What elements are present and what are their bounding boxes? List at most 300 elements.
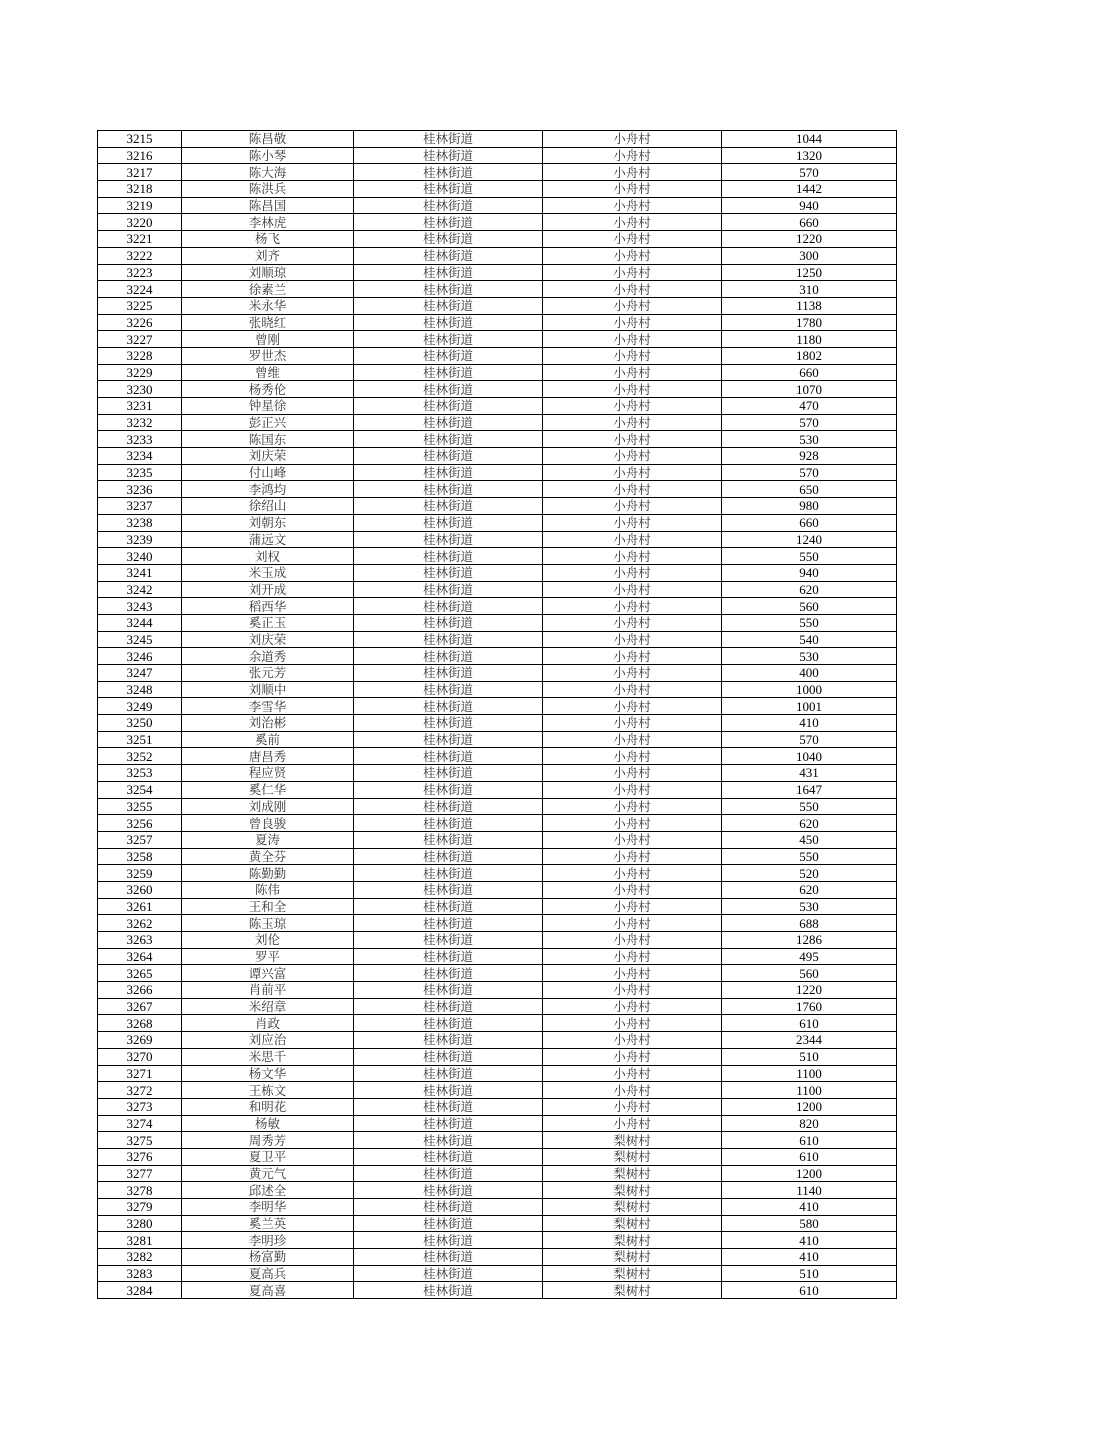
table-row [98, 781, 897, 798]
table-row [98, 915, 897, 932]
village-cell: 梨树村 [543, 1165, 722, 1182]
table-row [98, 581, 897, 598]
row-number-cell: 3281 [98, 1232, 182, 1249]
name-cell: 刘成刚 [182, 798, 354, 815]
amount-cell: 410 [722, 1232, 897, 1249]
name-cell: 陈勤勤 [182, 865, 354, 882]
name-cell: 李林虎 [182, 214, 354, 231]
street-cell: 桂林街道 [354, 948, 543, 965]
village-cell: 梨树村 [543, 1249, 722, 1266]
table-row [98, 164, 897, 181]
street-cell: 桂林街道 [354, 748, 543, 765]
row-number-cell: 3216 [98, 147, 182, 164]
table-row [98, 381, 897, 398]
row-number-cell: 3259 [98, 865, 182, 882]
table-row [98, 1015, 897, 1032]
amount-cell: 470 [722, 398, 897, 415]
name-cell: 刘权 [182, 548, 354, 565]
amount-cell: 660 [722, 514, 897, 531]
table-row [98, 398, 897, 415]
village-cell: 小舟村 [543, 214, 722, 231]
amount-cell: 410 [722, 1249, 897, 1266]
name-cell: 刘庆荣 [182, 631, 354, 648]
amount-cell: 1100 [722, 1065, 897, 1082]
street-cell: 桂林街道 [354, 197, 543, 214]
name-cell: 陈昌国 [182, 197, 354, 214]
amount-cell: 1138 [722, 297, 897, 314]
street-cell: 桂林街道 [354, 131, 543, 148]
amount-cell: 620 [722, 881, 897, 898]
table-row [98, 281, 897, 298]
street-cell: 桂林街道 [354, 665, 543, 682]
table-row [98, 564, 897, 581]
name-cell: 刘齐 [182, 247, 354, 264]
row-number-cell: 3247 [98, 665, 182, 682]
table-row [98, 1048, 897, 1065]
row-number-cell: 3215 [98, 131, 182, 148]
row-number-cell: 3284 [98, 1282, 182, 1299]
street-cell: 桂林街道 [354, 414, 543, 431]
street-cell: 桂林街道 [354, 1282, 543, 1299]
table-row [98, 1132, 897, 1149]
street-cell: 桂林街道 [354, 1165, 543, 1182]
village-cell: 小舟村 [543, 815, 722, 832]
village-cell: 小舟村 [543, 464, 722, 481]
table-row [98, 1165, 897, 1182]
row-number-cell: 3233 [98, 431, 182, 448]
name-cell: 刘治彬 [182, 715, 354, 732]
name-cell: 张晓红 [182, 314, 354, 331]
street-cell: 桂林街道 [354, 681, 543, 698]
village-cell: 梨树村 [543, 1148, 722, 1165]
name-cell: 刘庆荣 [182, 448, 354, 465]
table-row [98, 848, 897, 865]
amount-cell: 550 [722, 548, 897, 565]
name-cell: 罗平 [182, 948, 354, 965]
row-number-cell: 3238 [98, 514, 182, 531]
village-cell: 梨树村 [543, 1199, 722, 1216]
table-row [98, 231, 897, 248]
name-cell: 刘开成 [182, 581, 354, 598]
table-row [98, 498, 897, 515]
amount-cell: 610 [722, 1015, 897, 1032]
row-number-cell: 3231 [98, 398, 182, 415]
village-cell: 小舟村 [543, 898, 722, 915]
village-cell: 梨树村 [543, 1282, 722, 1299]
village-cell: 小舟村 [543, 231, 722, 248]
table-row [98, 331, 897, 348]
row-number-cell: 3277 [98, 1165, 182, 1182]
amount-cell: 1780 [722, 314, 897, 331]
row-number-cell: 3226 [98, 314, 182, 331]
street-cell: 桂林街道 [354, 1182, 543, 1199]
name-cell: 奚仁华 [182, 781, 354, 798]
amount-cell: 550 [722, 848, 897, 865]
table-row [98, 831, 897, 848]
table-row [98, 1199, 897, 1216]
village-cell: 小舟村 [543, 264, 722, 281]
row-number-cell: 3266 [98, 982, 182, 999]
street-cell: 桂林街道 [354, 564, 543, 581]
amount-cell: 550 [722, 614, 897, 631]
amount-cell: 1180 [722, 331, 897, 348]
row-number-cell: 3228 [98, 347, 182, 364]
village-cell: 小舟村 [543, 531, 722, 548]
table-row [98, 1115, 897, 1132]
row-number-cell: 3265 [98, 965, 182, 982]
village-cell: 梨树村 [543, 1232, 722, 1249]
row-number-cell: 3264 [98, 948, 182, 965]
amount-cell: 940 [722, 564, 897, 581]
row-number-cell: 3229 [98, 364, 182, 381]
amount-cell: 1802 [722, 347, 897, 364]
table-row [98, 965, 897, 982]
street-cell: 桂林街道 [354, 314, 543, 331]
table-row [98, 514, 897, 531]
amount-cell: 400 [722, 665, 897, 682]
name-cell: 稻西华 [182, 598, 354, 615]
village-cell: 小舟村 [543, 431, 722, 448]
street-cell: 桂林街道 [354, 1249, 543, 1266]
row-number-cell: 3275 [98, 1132, 182, 1149]
row-number-cell: 3255 [98, 798, 182, 815]
amount-cell: 300 [722, 247, 897, 264]
street-cell: 桂林街道 [354, 698, 543, 715]
row-number-cell: 3270 [98, 1048, 182, 1065]
village-cell: 小舟村 [543, 448, 722, 465]
table-row [98, 1182, 897, 1199]
amount-cell: 1044 [722, 131, 897, 148]
table-row [98, 798, 897, 815]
amount-cell: 1220 [722, 982, 897, 999]
table-row [98, 648, 897, 665]
row-number-cell: 3269 [98, 1032, 182, 1049]
name-cell: 罗世杰 [182, 347, 354, 364]
street-cell: 桂林街道 [354, 965, 543, 982]
street-cell: 桂林街道 [354, 915, 543, 932]
row-number-cell: 3239 [98, 531, 182, 548]
name-cell: 徐绍山 [182, 498, 354, 515]
table-row [98, 347, 897, 364]
name-cell: 邱述全 [182, 1182, 354, 1199]
amount-cell: 620 [722, 815, 897, 832]
village-cell: 小舟村 [543, 881, 722, 898]
street-cell: 桂林街道 [354, 1148, 543, 1165]
table-row [98, 748, 897, 765]
street-cell: 桂林街道 [354, 765, 543, 782]
street-cell: 桂林街道 [354, 548, 543, 565]
row-number-cell: 3245 [98, 631, 182, 648]
table-row [98, 1098, 897, 1115]
row-number-cell: 3268 [98, 1015, 182, 1032]
amount-cell: 610 [722, 1148, 897, 1165]
table-row [98, 131, 897, 148]
village-cell: 小舟村 [543, 548, 722, 565]
amount-cell: 1200 [722, 1165, 897, 1182]
village-cell: 小舟村 [543, 798, 722, 815]
name-cell: 陈大海 [182, 164, 354, 181]
name-cell: 夏涛 [182, 831, 354, 848]
row-number-cell: 3282 [98, 1249, 182, 1266]
village-cell: 小舟村 [543, 614, 722, 631]
village-cell: 小舟村 [543, 481, 722, 498]
table-row [98, 214, 897, 231]
row-number-cell: 3248 [98, 681, 182, 698]
amount-cell: 570 [722, 414, 897, 431]
name-cell: 夏高兵 [182, 1265, 354, 1282]
table-row [98, 448, 897, 465]
row-number-cell: 3262 [98, 915, 182, 932]
amount-cell: 431 [722, 765, 897, 782]
amount-cell: 610 [722, 1132, 897, 1149]
table-row [98, 531, 897, 548]
table-row [98, 431, 897, 448]
street-cell: 桂林街道 [354, 1132, 543, 1149]
village-cell: 小舟村 [543, 698, 722, 715]
village-cell: 小舟村 [543, 965, 722, 982]
village-cell: 梨树村 [543, 1182, 722, 1199]
table-row [98, 314, 897, 331]
amount-cell: 310 [722, 281, 897, 298]
amount-cell: 980 [722, 498, 897, 515]
village-cell: 小舟村 [543, 581, 722, 598]
table-row [98, 598, 897, 615]
street-cell: 桂林街道 [354, 498, 543, 515]
village-cell: 小舟村 [543, 865, 722, 882]
amount-cell: 660 [722, 214, 897, 231]
name-cell: 谭兴富 [182, 965, 354, 982]
amount-cell: 510 [722, 1265, 897, 1282]
row-number-cell: 3220 [98, 214, 182, 231]
name-cell: 奚前 [182, 731, 354, 748]
village-cell: 小舟村 [543, 331, 722, 348]
row-number-cell: 3218 [98, 181, 182, 198]
name-cell: 陈洪兵 [182, 181, 354, 198]
street-cell: 桂林街道 [354, 1048, 543, 1065]
village-cell: 小舟村 [543, 715, 722, 732]
village-cell: 小舟村 [543, 681, 722, 698]
street-cell: 桂林街道 [354, 398, 543, 415]
table-row [98, 264, 897, 281]
row-number-cell: 3283 [98, 1265, 182, 1282]
table-row [98, 1032, 897, 1049]
table-row [98, 147, 897, 164]
village-cell: 小舟村 [543, 1082, 722, 1099]
village-cell: 小舟村 [543, 915, 722, 932]
table-row [98, 998, 897, 1015]
amount-cell: 530 [722, 648, 897, 665]
village-cell: 小舟村 [543, 731, 722, 748]
street-cell: 桂林街道 [354, 1032, 543, 1049]
row-number-cell: 3254 [98, 781, 182, 798]
row-number-cell: 3230 [98, 381, 182, 398]
name-cell: 张元芳 [182, 665, 354, 682]
amount-cell: 928 [722, 448, 897, 465]
street-cell: 桂林街道 [354, 1082, 543, 1099]
row-number-cell: 3217 [98, 164, 182, 181]
village-cell: 小舟村 [543, 998, 722, 1015]
street-cell: 桂林街道 [354, 514, 543, 531]
amount-cell: 1442 [722, 181, 897, 198]
village-cell: 小舟村 [543, 181, 722, 198]
row-number-cell: 3224 [98, 281, 182, 298]
amount-cell: 410 [722, 1199, 897, 1216]
row-number-cell: 3249 [98, 698, 182, 715]
name-cell: 蒲远文 [182, 531, 354, 548]
street-cell: 桂林街道 [354, 1015, 543, 1032]
table-row [98, 464, 897, 481]
street-cell: 桂林街道 [354, 631, 543, 648]
name-cell: 和明花 [182, 1098, 354, 1115]
street-cell: 桂林街道 [354, 932, 543, 949]
village-cell: 小舟村 [543, 281, 722, 298]
name-cell: 杨敏 [182, 1115, 354, 1132]
amount-cell: 530 [722, 431, 897, 448]
name-cell: 李明珍 [182, 1232, 354, 1249]
table-row [98, 698, 897, 715]
name-cell: 刘应治 [182, 1032, 354, 1049]
row-number-cell: 3258 [98, 848, 182, 865]
amount-cell: 650 [722, 481, 897, 498]
amount-cell: 660 [722, 364, 897, 381]
table-row [98, 197, 897, 214]
street-cell: 桂林街道 [354, 1232, 543, 1249]
amount-cell: 1220 [722, 231, 897, 248]
row-number-cell: 3278 [98, 1182, 182, 1199]
name-cell: 杨富勤 [182, 1249, 354, 1266]
row-number-cell: 3267 [98, 998, 182, 1015]
amount-cell: 1647 [722, 781, 897, 798]
row-number-cell: 3221 [98, 231, 182, 248]
table-row [98, 898, 897, 915]
table-row [98, 614, 897, 631]
street-cell: 桂林街道 [354, 448, 543, 465]
row-number-cell: 3251 [98, 731, 182, 748]
amount-cell: 450 [722, 831, 897, 848]
row-number-cell: 3242 [98, 581, 182, 598]
village-cell: 小舟村 [543, 398, 722, 415]
amount-cell: 1240 [722, 531, 897, 548]
village-cell: 小舟村 [543, 381, 722, 398]
name-cell: 黄全芬 [182, 848, 354, 865]
street-cell: 桂林街道 [354, 998, 543, 1015]
village-cell: 小舟村 [543, 314, 722, 331]
street-cell: 桂林街道 [354, 531, 543, 548]
village-cell: 梨树村 [543, 1215, 722, 1232]
name-cell: 米永华 [182, 297, 354, 314]
name-cell: 陈玉琼 [182, 915, 354, 932]
table-row [98, 932, 897, 949]
row-number-cell: 3261 [98, 898, 182, 915]
village-cell: 小舟村 [543, 1115, 722, 1132]
name-cell: 王栋文 [182, 1082, 354, 1099]
table-row [98, 364, 897, 381]
village-cell: 小舟村 [543, 781, 722, 798]
name-cell: 刘朝东 [182, 514, 354, 531]
amount-cell: 1100 [722, 1082, 897, 1099]
amount-cell: 570 [722, 164, 897, 181]
village-cell: 小舟村 [543, 765, 722, 782]
village-cell: 小舟村 [543, 631, 722, 648]
name-cell: 曾良骏 [182, 815, 354, 832]
street-cell: 桂林街道 [354, 614, 543, 631]
name-cell: 米玉成 [182, 564, 354, 581]
amount-cell: 540 [722, 631, 897, 648]
name-cell: 奚兰英 [182, 1215, 354, 1232]
amount-cell: 550 [722, 798, 897, 815]
table-row [98, 982, 897, 999]
amount-cell: 1200 [722, 1098, 897, 1115]
amount-cell: 2344 [722, 1032, 897, 1049]
village-cell: 小舟村 [543, 1015, 722, 1032]
amount-cell: 1000 [722, 681, 897, 698]
table-row [98, 815, 897, 832]
street-cell: 桂林街道 [354, 1115, 543, 1132]
street-cell: 桂林街道 [354, 381, 543, 398]
row-number-cell: 3232 [98, 414, 182, 431]
village-cell: 小舟村 [543, 1098, 722, 1115]
row-number-cell: 3241 [98, 564, 182, 581]
street-cell: 桂林街道 [354, 431, 543, 448]
street-cell: 桂林街道 [354, 982, 543, 999]
village-cell: 小舟村 [543, 364, 722, 381]
name-cell: 程应贤 [182, 765, 354, 782]
table-row [98, 481, 897, 498]
street-cell: 桂林街道 [354, 598, 543, 615]
row-number-cell: 3234 [98, 448, 182, 465]
amount-cell: 1320 [722, 147, 897, 164]
row-number-cell: 3236 [98, 481, 182, 498]
street-cell: 桂林街道 [354, 831, 543, 848]
amount-cell: 940 [722, 197, 897, 214]
street-cell: 桂林街道 [354, 281, 543, 298]
amount-cell: 495 [722, 948, 897, 965]
name-cell: 夏卫平 [182, 1148, 354, 1165]
table-row [98, 1249, 897, 1266]
name-cell: 米绍章 [182, 998, 354, 1015]
table-row [98, 665, 897, 682]
amount-cell: 580 [722, 1215, 897, 1232]
name-cell: 刘伦 [182, 932, 354, 949]
street-cell: 桂林街道 [354, 264, 543, 281]
amount-cell: 1070 [722, 381, 897, 398]
row-number-cell: 3235 [98, 464, 182, 481]
table-row [98, 881, 897, 898]
table-row [98, 414, 897, 431]
row-number-cell: 3243 [98, 598, 182, 615]
name-cell: 余道秀 [182, 648, 354, 665]
amount-cell: 570 [722, 464, 897, 481]
row-number-cell: 3274 [98, 1115, 182, 1132]
village-cell: 小舟村 [543, 131, 722, 148]
street-cell: 桂林街道 [354, 164, 543, 181]
row-number-cell: 3219 [98, 197, 182, 214]
name-cell: 徐素兰 [182, 281, 354, 298]
row-number-cell: 3237 [98, 498, 182, 515]
amount-cell: 1001 [722, 698, 897, 715]
row-number-cell: 3271 [98, 1065, 182, 1082]
amount-cell: 570 [722, 731, 897, 748]
name-cell: 刘顺中 [182, 681, 354, 698]
street-cell: 桂林街道 [354, 147, 543, 164]
table-row [98, 247, 897, 264]
table-row [98, 948, 897, 965]
name-cell: 杨秀伦 [182, 381, 354, 398]
amount-cell: 610 [722, 1282, 897, 1299]
table-row [98, 631, 897, 648]
table-row [98, 1265, 897, 1282]
row-number-cell: 3273 [98, 1098, 182, 1115]
